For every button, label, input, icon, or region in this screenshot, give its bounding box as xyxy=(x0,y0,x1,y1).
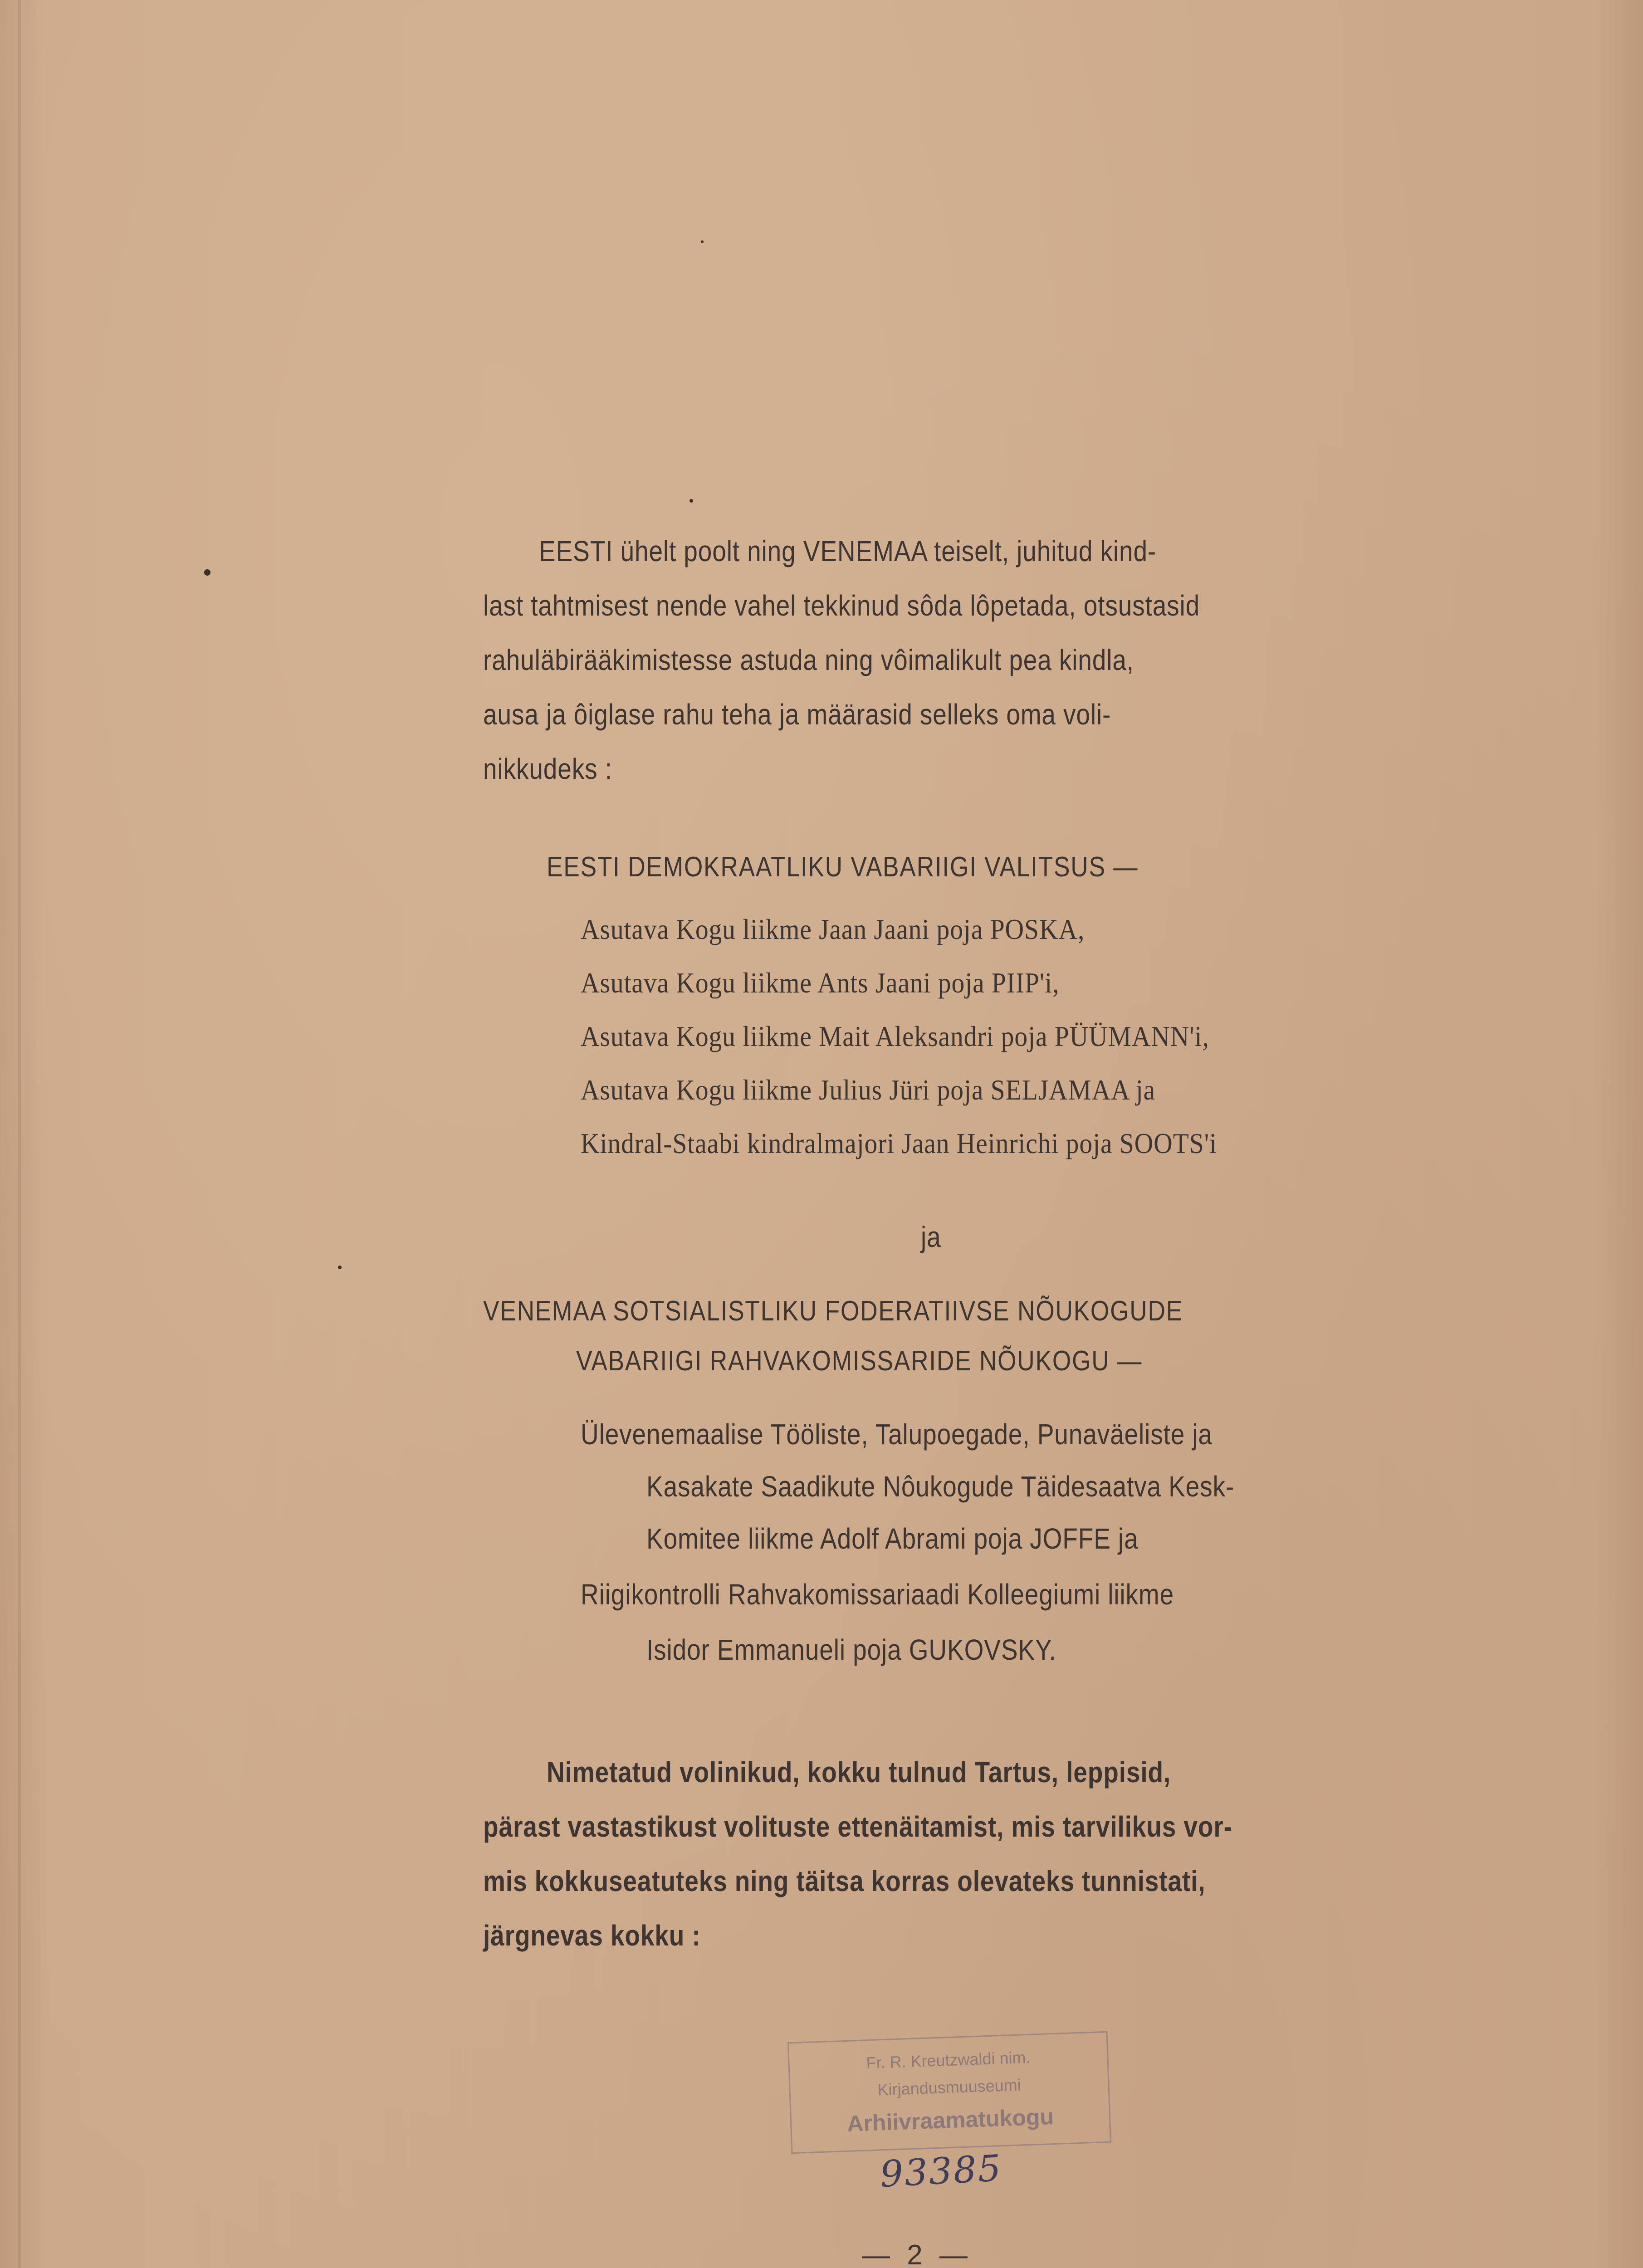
page-fold-edge xyxy=(18,0,21,2268)
intro-line-1: EESTI ühelt poolt ning VENEMAA teiselt, juhitud kind- xyxy=(539,535,1157,567)
estonia-delegate-5: Kindral-Staabi kindralmajori Jaan Heinrichi poja SOOTS'i xyxy=(581,1127,1217,1159)
page-number: — 2 — xyxy=(862,2239,972,2268)
paper-speck xyxy=(338,1266,342,1269)
russia-delegate-line-3: Komitee liikme Adolf Abrami poja JOFFE ja xyxy=(646,1522,1139,1555)
intro-line-4: ausa ja ôiglase rahu teha ja määrasid selleks oma voli- xyxy=(483,698,1111,731)
estonia-delegate-1: Asutava Kogu liikme Jaan Jaani poja POSKA, xyxy=(581,913,1085,945)
russia-heading-line-2: VABARIIGI RAHVAKOMISSARIDE NÕUKOGU — xyxy=(576,1345,1143,1377)
russia-heading-line-1: VENEMAA SOTSIALISTLIKU FODERATIIVSE NÕUKOGUDE xyxy=(483,1295,1183,1327)
paper-speck xyxy=(689,499,693,503)
stamp-line-1: Fr. R. Kreutzwaldi nim. xyxy=(866,2048,1031,2072)
stamp-line-3: Arhiivraamatukogu xyxy=(846,2104,1054,2136)
russia-delegate-line-4: Riigikontrolli Rahvakomissariaadi Kolleegiumi liikme xyxy=(581,1578,1174,1611)
russia-delegate-line-2: Kasakate Saadikute Nôukogude Täidesaatva Kesk- xyxy=(646,1470,1235,1503)
library-stamp xyxy=(787,2031,1111,2154)
intro-line-5: nikkudeks : xyxy=(483,753,612,785)
conclusion-line-2: pärast vastastikust volituste ettenäitamist, mis tarvilikus vor- xyxy=(483,1810,1232,1843)
russia-delegate-line-5: Isidor Emmanueli poja GUKOVSKY. xyxy=(646,1633,1056,1666)
conclusion-line-4: järgnevas kokku : xyxy=(483,1919,701,1952)
russia-delegate-line-1: Ülevenemaalise Tööliste, Talupoegade, Punaväeliste ja xyxy=(581,1418,1213,1451)
estonia-delegate-4: Asutava Kogu liikme Julius Jüri poja SELJAMAA ja xyxy=(581,1074,1156,1106)
handwritten-inventory-number: 93385 xyxy=(879,2147,1003,2195)
conclusion-line-1: Nimetatud volinikud, kokku tulnud Tartus, leppisid, xyxy=(547,1756,1171,1789)
stamp-line-2: Kirjandusmuuseumi xyxy=(877,2075,1022,2099)
paper-speck xyxy=(701,240,704,243)
intro-line-3: rahuläbirääkimistesse astuda ning vôimalikult pea kindla, xyxy=(483,644,1134,676)
intro-line-2: last tahtmisest nende vahel tekkinud sôda lôpetada, otsustasid xyxy=(483,589,1200,622)
estonia-heading: EESTI DEMOKRAATLIKU VABARIIGI VALITSUS — xyxy=(547,851,1139,883)
conjunction-ja: ja xyxy=(921,1221,941,1253)
estonia-delegate-2: Asutava Kogu liikme Ants Jaani poja PIIP'i, xyxy=(581,967,1060,999)
conclusion-line-3: mis kokkuseatuteks ning täitsa korras olevateks tunnistati, xyxy=(483,1865,1206,1897)
estonia-delegate-3: Asutava Kogu liikme Mait Aleksandri poja PÜÜMANN'i, xyxy=(581,1020,1209,1052)
paper-speck xyxy=(204,569,210,576)
